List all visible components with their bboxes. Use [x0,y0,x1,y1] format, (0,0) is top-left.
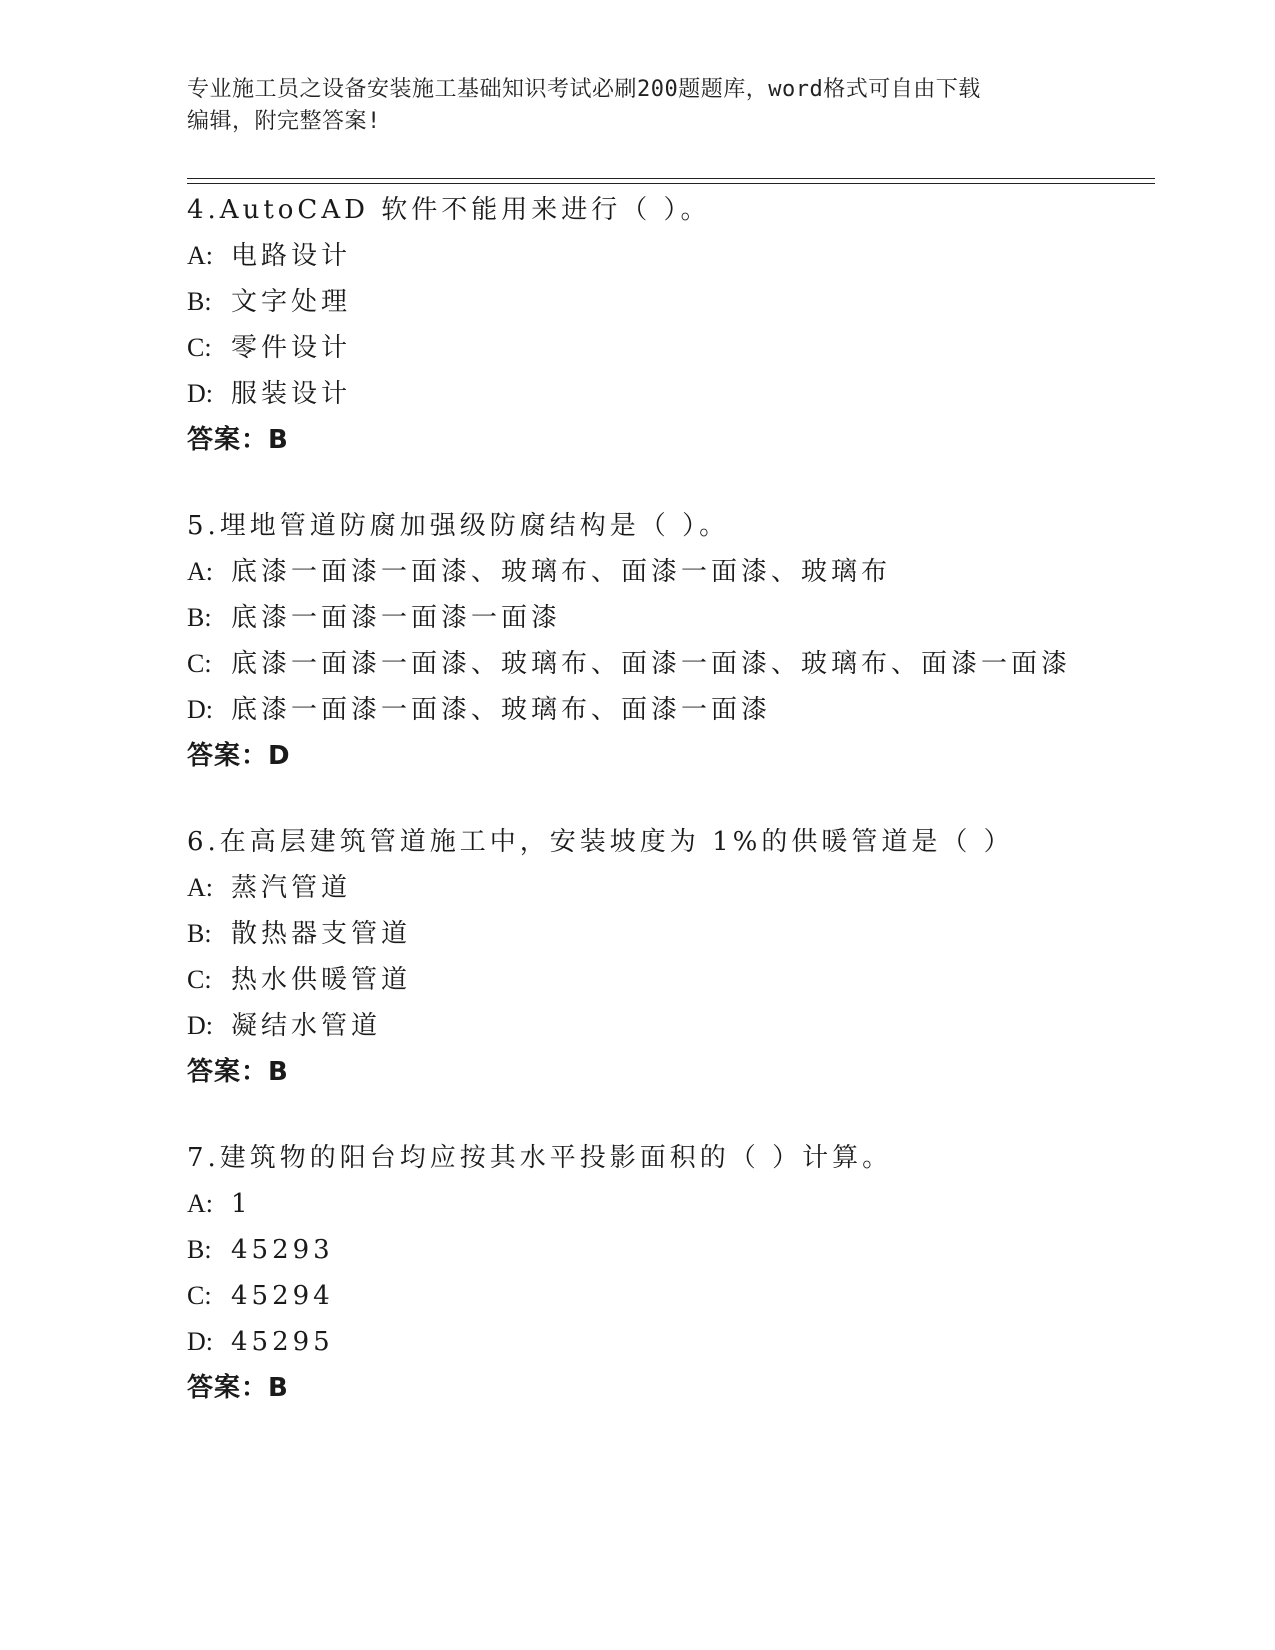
option-a [187,549,1147,595]
option-a [187,865,1147,911]
option-text: 45293 [231,1235,334,1265]
option-text: 电路设计 [231,241,352,271]
option-key: B: [187,1235,212,1264]
option-text: 服装设计 [231,379,352,409]
option-text: 文字处理 [231,287,352,317]
option-d [187,1003,1147,1049]
option-text: 底漆一面漆一面漆、玻璃布、面漆一面漆、玻璃布、面漆一面漆 [231,649,1072,679]
question-7 [187,1135,1147,1411]
option-key: D: [187,1327,213,1356]
option-key: A: [187,873,213,902]
option-text: 底漆一面漆一面漆、玻璃布、面漆一面漆 [231,695,772,725]
option-d [187,371,1147,417]
option-key: D: [187,1011,213,1040]
option-key: B: [187,919,212,948]
question-stem: 7.建筑物的阳台均应按其水平投影面积的（ ）计算。 [187,1143,893,1173]
option-key: D: [187,695,213,724]
header-divider-top [187,178,1155,179]
option-c [187,957,1147,1003]
option-key: C: [187,1281,212,1310]
answer-line: 答案：B [187,1373,289,1403]
option-b [187,1227,1147,1273]
question-stem: 5.埋地管道防腐加强级防腐结构是（ ）。 [187,511,730,541]
question-stem: 4.AutoCAD 软件不能用来进行（ ）。 [187,195,711,225]
option-d [187,687,1147,733]
option-text: 凝结水管道 [231,1011,382,1041]
option-text: 45295 [231,1327,334,1357]
option-d [187,1319,1147,1365]
option-b [187,595,1147,641]
question-stem: 6.在高层建筑管道施工中，安装坡度为 1%的供暖管道是（ ） [187,827,1014,857]
option-key: C: [187,649,212,678]
header-title-line-1: 专业施工员之设备安装施工基础知识考试必刷200题题库，word格式可自由下载 [187,77,981,102]
question-4 [187,187,1147,463]
option-text: 1 [231,1189,252,1219]
option-key: D: [187,379,213,408]
option-key: A: [187,557,213,586]
option-a [187,1181,1147,1227]
option-c [187,1273,1147,1319]
answer-line: 答案：B [187,425,289,455]
question-6 [187,819,1147,1095]
option-text: 蒸汽管道 [231,873,352,903]
answer-line: 答案：B [187,1057,289,1087]
option-b [187,911,1147,957]
option-text: 散热器支管道 [231,919,412,949]
question-5 [187,503,1147,779]
option-key: B: [187,603,212,632]
option-a [187,233,1147,279]
option-key: C: [187,333,212,362]
option-text: 底漆一面漆一面漆一面漆 [231,603,562,633]
option-key: A: [187,1189,213,1218]
header-title-line-2: 编辑，附完整答案! [187,109,381,134]
header-divider-bottom [187,183,1155,184]
option-text: 零件设计 [231,333,352,363]
option-key: C: [187,965,212,994]
option-key: A: [187,241,213,270]
option-text: 热水供暖管道 [231,965,412,995]
document-header [187,74,1067,138]
option-c [187,641,1147,687]
option-text: 45294 [231,1281,334,1311]
option-b [187,279,1147,325]
option-key: B: [187,287,212,316]
option-text: 底漆一面漆一面漆、玻璃布、面漆一面漆、玻璃布 [231,557,892,587]
answer-line: 答案：D [187,741,291,771]
option-c [187,325,1147,371]
